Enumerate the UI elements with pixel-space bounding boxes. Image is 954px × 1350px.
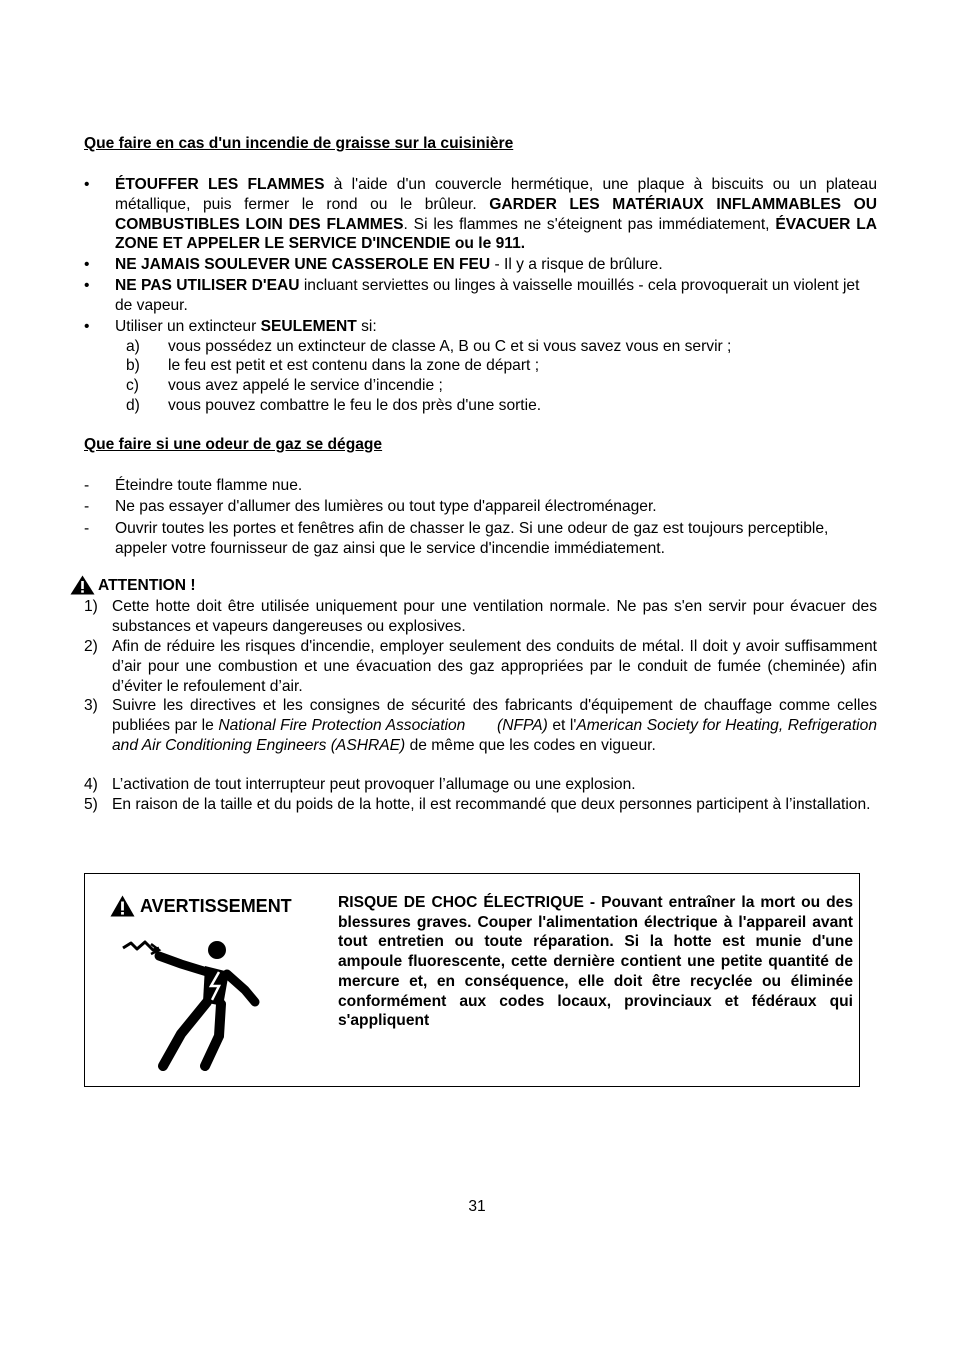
page-number: 31 <box>468 1198 486 1215</box>
sub-list-text: le feu est petit et est contenu dans la zone de départ ; <box>168 357 540 374</box>
electric-shock-icon <box>119 936 279 1071</box>
list-item-text: incluant serviettes ou linges à vaisselle mouillés - cela provoquerait un violent jet de vapeur. <box>115 277 860 314</box>
list-item-emphasis: GARDER LES MATÉRIAUX INFLAMMABLES OU COMBUSTIBLES LOIN DES FLAMMES <box>115 195 877 233</box>
list-item-text: . Si les flammes ne s'éteignent pas immédiatement, <box>403 215 776 233</box>
numbered-item <box>84 597 877 637</box>
item-text: Afin de réduire les risques d'incendie, employer seulement des conduits de métal. Il doit y avoir suffisamment d’air pour une combustion et une évacuation des gaz appropriées par le conduit de fumée (cheminée) afin d’éviter le refoulement d’air. <box>112 638 877 695</box>
bullet-marker: • <box>84 256 90 273</box>
list-item-text: Ouvrir toutes les portes et fenêtres afin de chasser le gaz. Si une odeur de gaz est toujours perceptible, appeler votre fournisseur de gaz ainsi que le service d'incendie immédiatement. <box>115 520 829 557</box>
bullet-marker: • <box>84 318 90 335</box>
item-text: En raison de la taille et du poids de la hotte, il est recommandé que deux personnes participent à l’installation. <box>112 796 871 813</box>
list-item <box>84 276 877 316</box>
item-number: 4) <box>84 776 98 793</box>
list-item <box>84 476 877 496</box>
numbered-item <box>84 696 877 755</box>
section-title-grease-fire: Que faire en cas d'un incendie de graisse sur la cuisinière <box>84 135 514 152</box>
item-text: et l' <box>547 716 577 734</box>
section-title-gas-odor: Que faire si une odeur de gaz se dégage <box>84 436 383 453</box>
sub-list-item <box>126 337 876 357</box>
list-item-text: Ne pas essayer d'allumer des lumières ou tout type d'appareil électroménager. <box>115 498 657 515</box>
attention-label: ATTENTION ! <box>98 577 196 594</box>
dash-marker: - <box>84 477 90 494</box>
sub-list-item <box>126 356 876 376</box>
sub-list-item <box>126 396 876 416</box>
list-item-text: à l'aide d'un couvercle hermétique, une plaque à biscuits ou un plateau métallique, puis fermer le rond ou le brûleur. <box>115 176 877 213</box>
sub-list-text: vous avez appelé le service d’incendie ; <box>168 377 443 394</box>
list-item-text: Utiliser un extincteur <box>115 318 261 335</box>
bullet-marker: • <box>84 277 90 294</box>
sub-list-text: vous pouvez combattre le feu le dos près d'une sortie. <box>168 397 542 414</box>
item-text: L’activation de tout interrupteur peut provoquer l’allumage ou une explosion. <box>112 776 636 793</box>
list-item-text: si: <box>356 318 377 335</box>
item-text-italic: National Fire Protection Association (NFPA) <box>218 716 548 734</box>
item-number: 3) <box>84 697 98 714</box>
dash-marker: - <box>84 520 90 537</box>
list-item <box>84 175 877 254</box>
sub-list-text: vous possédez un extincteur de classe A, B ou C et si vous savez vous en servir ; <box>168 338 732 355</box>
list-item-text: - Il y a risque de brûlure. <box>490 256 663 273</box>
list-item-emphasis: ÉVACUER LA ZONE ET APPELER LE SERVICE D'INCENDIE ou le 911. <box>115 215 877 253</box>
list-item <box>84 255 877 275</box>
warning-text: RISQUE DE CHOC ÉLECTRIQUE - Pouvant entraîner la mort ou des blessures graves. Couper l'alimentation électrique à l'appareil avant tout entretien ou toute réparation. Si la hotte est munie d'une ampoule fluorescente, cette dernière contient une petite quantité de mercure et, en conséquence, elle doit être recyclée ou éliminée conformément aux codes locaux, provinciaux et fédéraux qui s'appliquent <box>338 894 853 1030</box>
item-text: Suivre les directives et les consignes de sécurité des fabricants d'équipement de chauffage comme celles publiées par le <box>112 697 877 734</box>
item-number: 1) <box>84 598 98 615</box>
sub-list-marker: a) <box>126 338 140 355</box>
list-item <box>84 519 877 559</box>
sub-list-marker: c) <box>126 377 139 394</box>
numbered-item <box>84 775 877 795</box>
warning-triangle-icon <box>70 575 95 595</box>
list-item-emphasis: ÉTOUFFER LES FLAMMES <box>115 176 325 193</box>
item-number: 5) <box>84 796 98 813</box>
sub-list-marker: b) <box>126 357 140 374</box>
list-item-emphasis: NE PAS UTILISER D'EAU <box>115 277 300 294</box>
warning-label: AVERTISSEMENT <box>140 896 292 916</box>
item-text: de même que les codes en vigueur. <box>405 736 656 754</box>
warning-triangle-icon <box>110 895 135 917</box>
sub-list-marker: d) <box>126 397 140 414</box>
sub-list-item <box>126 376 876 396</box>
list-item <box>84 317 877 337</box>
item-text: Cette hotte doit être utilisée uniquement pour une ventilation normale. Ne pas s'en servir pour évacuer des substances et vapeurs dangereuses ou explosives. <box>112 598 877 635</box>
item-text-italic: American Society for Heating, Refrigeration and Air Conditioning Engineers (ASHRAE) <box>112 716 877 754</box>
dash-marker: - <box>84 498 90 515</box>
bullet-marker: • <box>84 176 90 193</box>
numbered-item <box>84 637 877 696</box>
list-item-text: Éteindre toute flamme nue. <box>115 477 303 494</box>
list-item-emphasis: NE JAMAIS SOULEVER UNE CASSEROLE EN FEU <box>115 256 491 273</box>
numbered-item <box>84 795 877 815</box>
warning-box <box>84 873 860 1087</box>
list-item-emphasis: SEULEMENT <box>260 318 357 335</box>
item-number: 2) <box>84 638 98 655</box>
list-item <box>84 497 877 517</box>
